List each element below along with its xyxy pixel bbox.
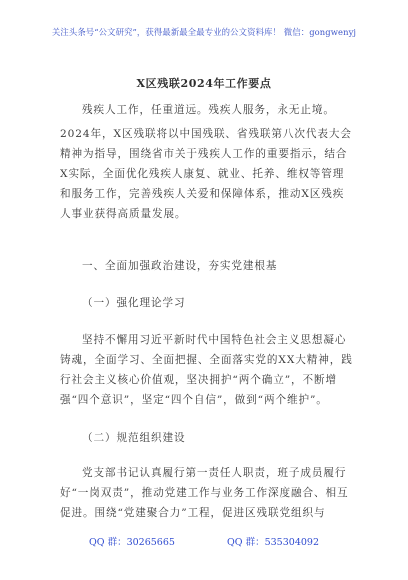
intro-paragraph: 残疾人工作，任重道远。残疾人服务，永无止境。 bbox=[82, 104, 335, 116]
document-title: X区残联2024年工作要点 bbox=[136, 77, 272, 90]
footer-qq-group-1: QQ 群：30265665 bbox=[88, 537, 175, 548]
overview-paragraph: 2024年，X区残联将以中国残联、省残联第八次代表大会精神为指导，围绕省市关于残疾人工作的重要指示，结合X实际，全面优化残疾人康复、就业、托养、维权等管理和服务工作，完善残疾人关爱和保障体系，推动X区残疾人事业获得高质量发展。 bbox=[60, 128, 352, 220]
subsection-1-paragraph: 坚持不懈用习近平新时代中国特色社会主义思想凝心铸魂，全面学习、全面把握、全面落实党的XX大精神，践行社会主义核心价值观，坚决拥护“两个确立”，不断增强“四个意识”，坚定“四个自信”，做到“两个维护”。 bbox=[60, 334, 353, 406]
footer-contact bbox=[0, 534, 408, 548]
subsection-heading-1: （一）强化理论学习 bbox=[82, 297, 186, 309]
section-heading-1: 一、全面加强政治建设，夯实党建根基 bbox=[82, 260, 278, 272]
footer-qq-group-2: QQ 群：535304092 bbox=[227, 537, 319, 548]
subsection-2-paragraph: 党支部书记认真履行第一责任人职责，班子成员履行好“一岗双责”，推动党建工作与业务工作深度融合、相互促进。围绕“党建聚合力”工程，促进区残联党组织与 bbox=[60, 467, 349, 519]
subsection-heading-2: （二）规范组织建设 bbox=[82, 432, 186, 444]
header-promo-note: 关注头条号“公文研究”，获得最新最全最专业的公文资料库！ 微信：gongwenyj bbox=[51, 27, 357, 37]
